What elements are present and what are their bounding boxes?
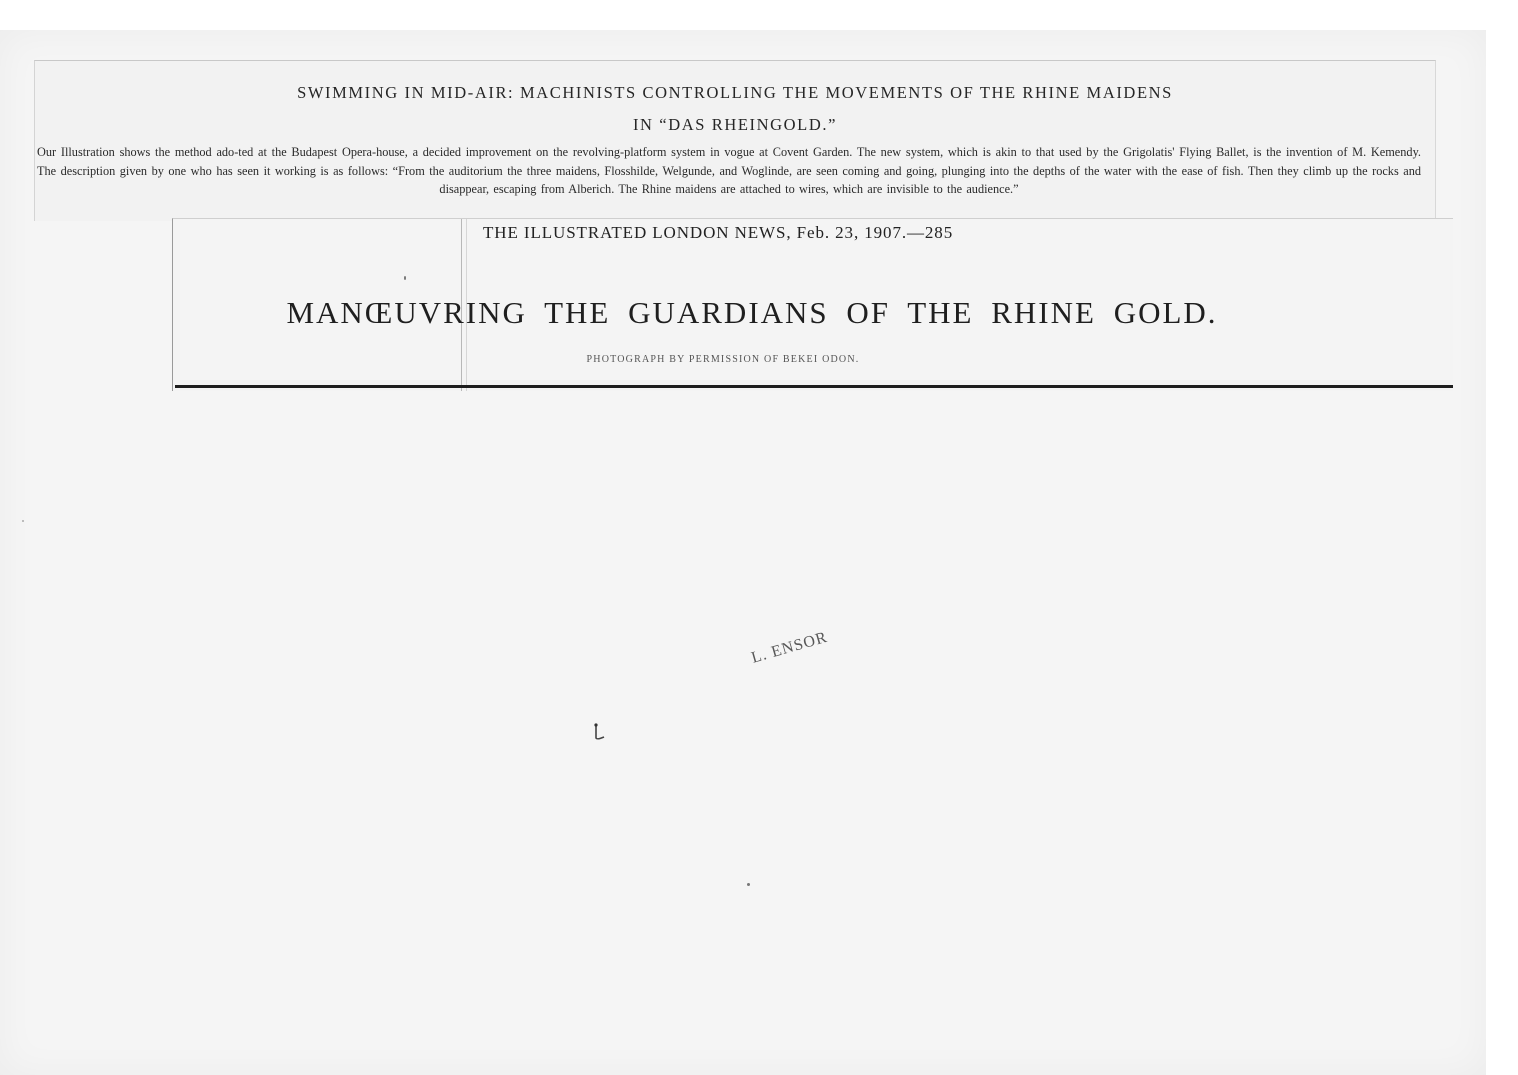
paper-speck	[747, 883, 750, 886]
ownership-stamp: L. ENSOR	[749, 628, 830, 667]
paper-speck	[22, 520, 24, 522]
clipping-heading: SWIMMING IN MID-AIR: MACHINISTS CONTROLLING THE MOVEMENTS OF THE RHINE MAIDENS	[297, 83, 1173, 102]
caption-clipping-bottom	[172, 218, 1453, 391]
clipping-title: MANŒUVRING THE GUARDIANS OF THE RHINE GOLD.	[286, 295, 1218, 330]
clipping-bottom-rule	[175, 385, 1453, 388]
clipping-body-text: Our Illustration shows the method ado-ted at the Budapest Opera-house, a decided improvement on the revolving-platform system in vogue at Covent Garden. The new system, which is akin to that used by the Grigolatis' Flying Ballet, is the invention of M. Kemendy. The description given by one who has seen it working is as follows: “From the auditorium the three maidens, Flosshilde, Welgunde, and Woglinde, are seen coming and going, plunging into the depths of the water with the ease of fish. Then they climb up the rocks and disappear, escaping from Alberich. The Rhine maidens are attached to wires, which are invisible to the audience.”	[37, 145, 1421, 196]
caption-clipping-top	[34, 60, 1436, 221]
clipping-subheading: IN “DAS RHEINGOLD.”	[632, 115, 838, 134]
newspaper-masthead: THE ILLUSTRATED LONDON NEWS, Feb. 23, 1907.—285	[483, 223, 954, 242]
photo-credit: PHOTOGRAPH BY PERMISSION OF BEKEI ODON.	[586, 354, 860, 365]
paper-speck	[404, 276, 406, 280]
pencil-mark	[590, 722, 610, 744]
